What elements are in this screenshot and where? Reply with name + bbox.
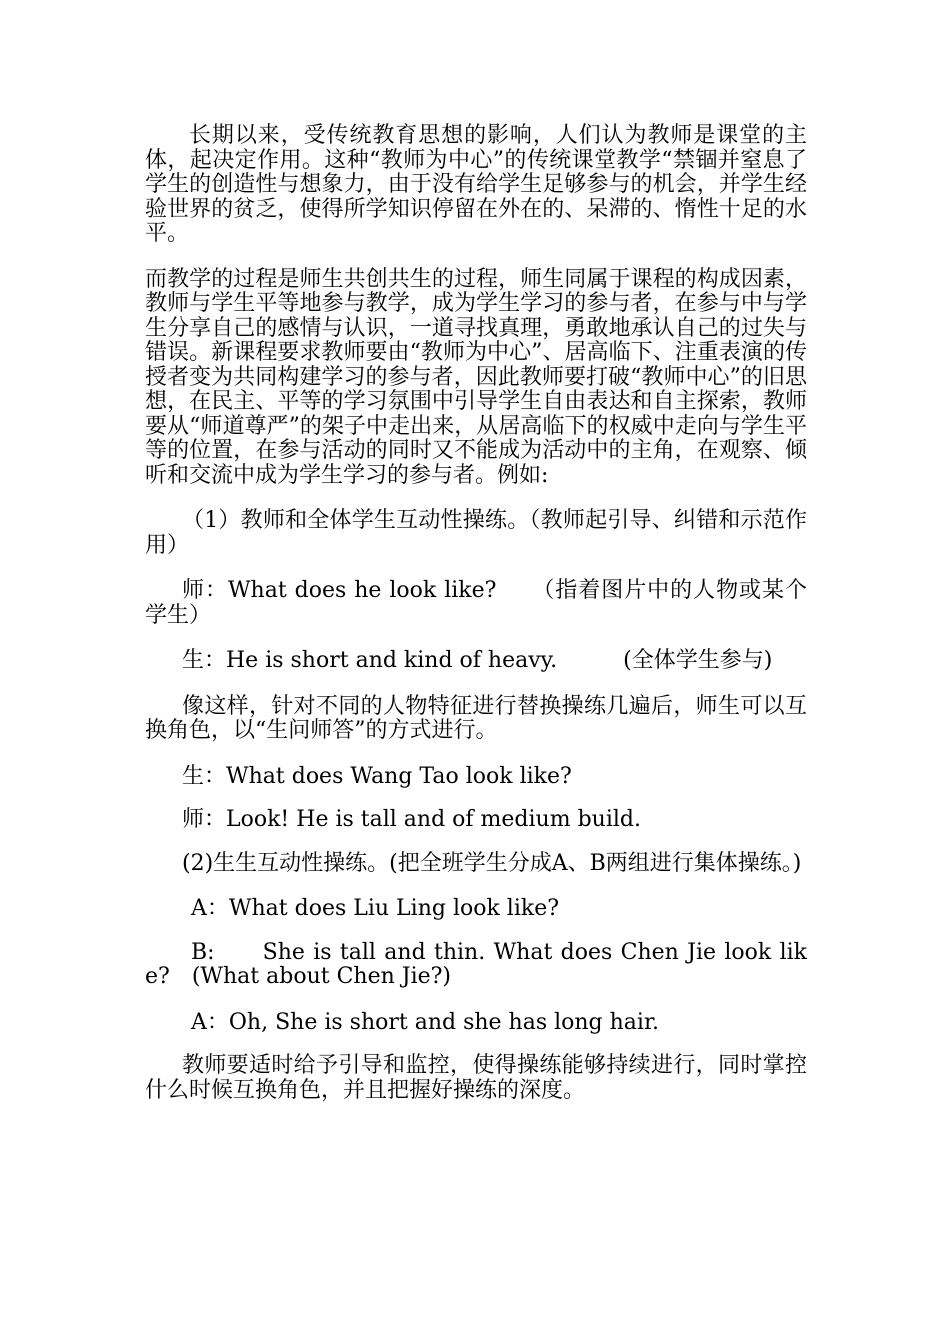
paragraph-teacher-answer: 师：Look! He is tall and of medium build. <box>182 807 641 832</box>
paragraph-dialogue-b: B: She is tall and thin. What does Chen Jie look like? (What about Chen Jie?) <box>145 939 807 989</box>
paragraph-example-1-heading: （1）教师和全体学生互动性操练。（教师起引导、纠错和示范作用） <box>145 508 807 558</box>
paragraph-example-2-heading: (2)生生互动性操练。(把全班学生分成A、B两组进行集体操练。) <box>182 850 802 876</box>
paragraph-student-answer: 生：He is short and kind of heavy. (全体学生参与) <box>182 648 773 673</box>
paragraph-dialogue-a-2: A：Oh, She is short and she has long hair. <box>191 1009 660 1035</box>
paragraph-intro: 长期以来，受传统教育思想的影响，人们认为教师是课堂的主体，起决定作用。这种“教师为中心”的传统课堂教学“禁锢并窒息了学生的创造性与想象力，由于没有给学生足够参与的机会，并学生经验世界的贫乏，使得所学知识停留在外在的、呆滞的、惰性十足的水平。 <box>145 123 807 246</box>
paragraph-role-switch: 像这样，针对不同的人物特征进行替换操练几遍后，师生可以互换角色，以“生问师答”的方式进行。 <box>145 693 807 743</box>
paragraph-conclusion: 教师要适时给予引导和监控，使得操练能够持续进行，同时掌控什么时候互换角色，并且把握好操练的深度。 <box>145 1053 807 1103</box>
paragraph-teacher-question: 师：What does he look like? （指着图片中的人物或某个学生） <box>145 578 807 628</box>
document-body <box>145 124 807 1124</box>
paragraph-dialogue-a-1: A：What does Liu Ling look like? <box>191 896 560 921</box>
paragraph-student-question: 生：What does Wang Tao look like? <box>182 763 572 789</box>
paragraph-teaching-process: 而教学的过程是师生共创共生的过程，师生同属于课程的构成因素，教师与学生平等地参与教学，成为学生学习的参与者，在参与中与学生分享自己的感情与认识，一道寻找真理，勇敢地承认自己的过失与错误。新课程要求教师要由“教师为中心”、居高临下、注重表演的传授者变为共同构建学习的参与者，因此教师要打破“教师中心”的旧思想，在民主、平等的学习氛围中引导学生自由表达和自主探索，教师要从“师道尊严”的架子中走出来，从居高临下的权威中走向与学生平等的位置，在参与活动的同时又不能成为活动中的主角，在观察、倾听和交流中成为学生学习的参与者。例如: <box>145 266 807 488</box>
